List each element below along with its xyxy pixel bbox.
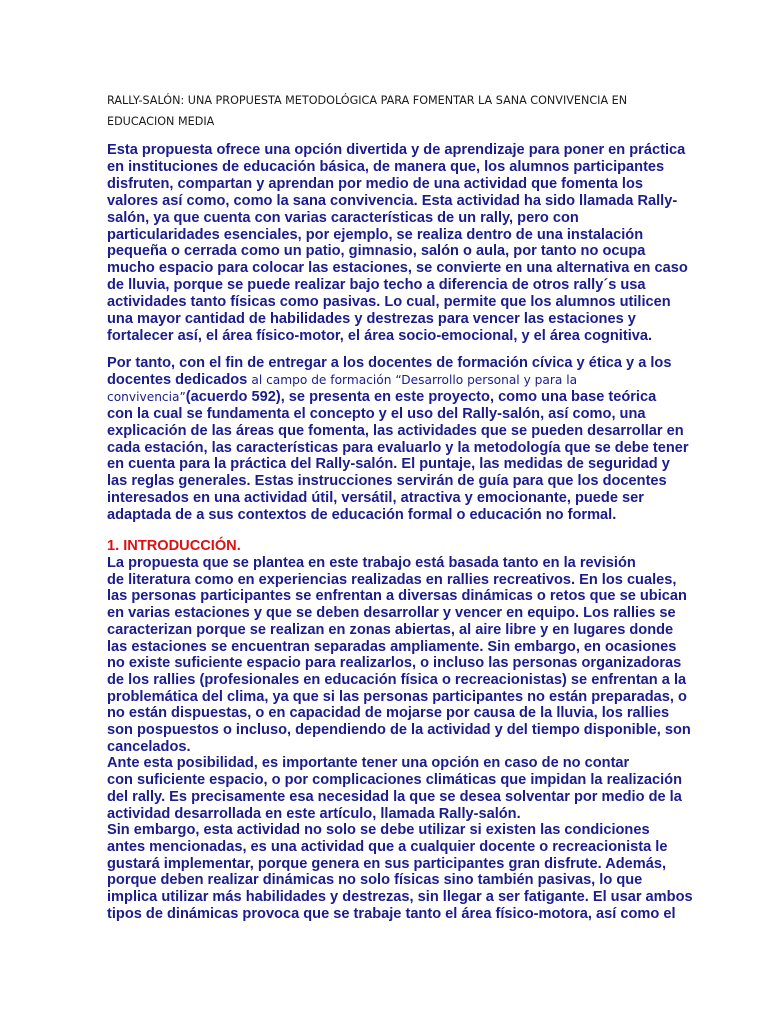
paragraph-line: interesados en una actividad útil, versátil, atractiva y emocionante, puede ser: [107, 490, 644, 507]
paragraph-line: valores así como, como la sana convivencia. Esta actividad ha sido llamada Rally-: [107, 192, 678, 209]
paragraph-line: [107, 372, 689, 389]
section-heading: 1. INTRODUCCIÓN.: [107, 538, 241, 554]
paragraph-line: en cuenta para la práctica del Rally-salón. El puntaje, las medidas de seguridad y: [107, 456, 670, 473]
paragraph-line: de lluvia, porque se puede realizar bajo techo a diferencia de otros rally´s usa: [107, 277, 646, 294]
paragraph-line: actividad desarrollada en este artículo, llamada Rally-salón.: [107, 805, 521, 822]
paragraph-line: de los rallies (profesionales en educación física o recreacionistas) se enfrentan a la: [107, 671, 687, 688]
paragraph-line: Sin embargo, esta actividad no solo se debe utilizar si existen las condiciones: [107, 822, 650, 839]
title-line: RALLY-SALÓN: UNA PROPUESTA METODOLÓGICA PARA FOMENTAR LA SANA CONVIVENCIA EN: [107, 94, 628, 107]
paragraph-fragment: (acuerdo 592), se presenta en este proyecto, como una base teórica: [185, 388, 657, 405]
paragraph-line: problemática del clima, ya que si las personas participantes no están preparadas, o: [107, 688, 687, 705]
paragraph-line: Por tanto, con el fin de entregar a los docentes de formación cívica y ética y a los: [107, 355, 672, 371]
paragraph-fragment: al campo de formación “Desarrollo personal y para la: [251, 372, 578, 387]
paragraph-line: tipos de dinámicas provoca que se trabaje tanto el área físico-motora, así como el: [107, 905, 676, 922]
intro-paragraph: [107, 142, 688, 345]
paragraph-line: con la cual se fundamenta el concepto y el uso del Rally-salón, así como, una: [107, 405, 646, 422]
paragraph-line: en varias estaciones y que se deben desarrollar y vencer en equipo. Los rallies se: [107, 605, 676, 622]
paragraph-line: Esta propuesta ofrece una opción divertida y de aprendizaje para poner en práctica: [107, 142, 686, 158]
paragraph-line: explicación de las áreas que fomenta, las actividades que se pueden desarrollar en: [107, 422, 684, 439]
paragraph-line: implica utilizar más habilidades y destrezas, sin llegar a ser fatigante. El usar ambos: [107, 889, 693, 906]
paragraph-line: las reglas generales. Estas instrucciones servirán de guía para que los docentes: [107, 473, 667, 490]
paragraph-line: mucho espacio para colocar las estaciones, se convierte en una alternativa en caso: [107, 260, 688, 277]
paragraph-line: La propuesta que se plantea en este trabajo está basada tanto en la revisión: [107, 555, 636, 571]
paragraph-line: fortalecer así, el área físico-motor, el área socio-emocional, y el área cognitiva.: [107, 327, 653, 344]
paragraph-line: una mayor cantidad de habilidades y destrezas para vencer las estaciones y: [107, 311, 636, 328]
purpose-paragraph: [107, 355, 689, 524]
paragraph-line: adaptada de a sus contextos de educación formal o educación no formal.: [107, 507, 617, 524]
paragraph-line: antes mencionadas, es una actividad que a cualquier docente o recreacionista le: [107, 838, 668, 855]
paragraph-line: Ante esta posibilidad, es importante tener una opción en caso de no contar: [107, 755, 630, 772]
paragraph-line: son pospuestos o incluso, dependiendo de la actividad y del tiempo disponible, son: [107, 722, 691, 739]
paragraph-fragment: docentes dedicados: [107, 371, 252, 388]
title-line: EDUCACION MEDIA: [107, 115, 215, 128]
introduction-paragraph: [107, 555, 693, 922]
paragraph-line: de literatura como en experiencias realizadas en rallies recreativos. En los cuales,: [107, 571, 677, 588]
paragraph-fragment: convivencia”: [107, 389, 186, 404]
paragraph-line: en instituciones de educación básica, de manera que, los alumnos participantes: [107, 158, 665, 175]
paragraph-line: cancelados.: [107, 738, 191, 755]
paragraph-line: no están dispuestas, o en capacidad de mojarse por causa de la lluvia, los rallies: [107, 705, 670, 722]
paragraph-line: disfruten, compartan y aprendan por medio de una actividad que fomenta los: [107, 175, 644, 192]
paragraph-line: no existe suficiente espacio para realizarlos, o incluso las personas organizadoras: [107, 655, 682, 672]
paragraph-line: las estaciones se encuentran separadas ampliamente. Sin embargo, en ocasiones: [107, 638, 677, 655]
paragraph-line: las personas participantes se enfrentan a diversas dinámicas o retos que se ubican: [107, 588, 687, 605]
paragraph-line: pequeña o cerrada como un patio, gimnasio, salón o aula, por tanto no ocupa: [107, 243, 646, 260]
paragraph-line: con suficiente espacio, o por complicaciones climáticas que impidan la realización: [107, 772, 683, 789]
document-title: [107, 90, 667, 132]
paragraph-line: gustará implementar, porque genera en sus participantes gran disfrute. Además,: [107, 855, 667, 872]
paragraph-line: actividades tanto físicas como pasivas. Lo cual, permite que los alumnos utilicen: [107, 294, 671, 311]
paragraph-line: [107, 389, 689, 406]
paragraph-line: particularidades esenciales, por ejemplo, se realiza dentro de una instalación: [107, 226, 644, 243]
paragraph-line: caracterizan porque se realizan en zonas abiertas, al aire libre y en lugares donde: [107, 621, 674, 638]
paragraph-line: porque deben realizar dinámicas no solo físicas sino también pasivas, lo que: [107, 872, 643, 889]
paragraph-line: cada estación, las características para evaluarlo y la metodología que se debe tener: [107, 439, 689, 456]
paragraph-line: del rally. Es precisamente esa necesidad la que se desea solventar por medio de la: [107, 788, 682, 805]
paragraph-line: salón, ya que cuenta con varias características de un rally, pero con: [107, 209, 579, 226]
